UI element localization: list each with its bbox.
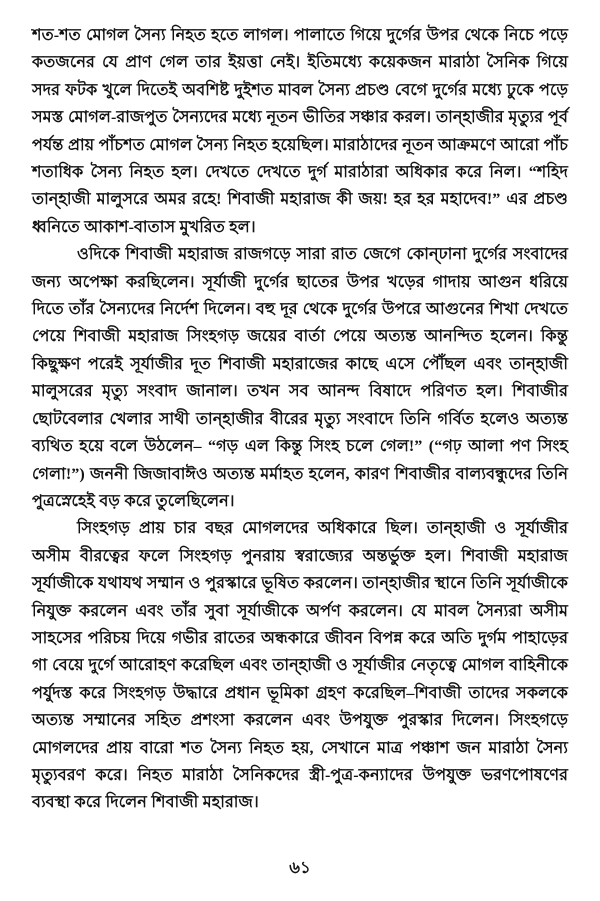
paragraph-1: শত-শত মোগল সৈন্য নিহত হতে লাগল। পালাতে গিয়ে দুর্গের উপর থেকে নিচে পড়ে কতজনের যে প্রাণ গেল তার ইয়ত্তা নেই। ইতিমধ্যে কয়েকজন মারাঠা সৈনিক গিয়ে সদর ফটক খুলে দিতেই অবশিষ্ট দুইশত মাবল সৈন্য প্রচণ্ড বেগে দুর্গের মধ্যে ঢুকে পড়ে সমস্ত মোগল-রাজপুত সৈন্যদের মধ্যে নূতন ভীতির সঞ্চার করল। তান্হাজীর মৃত্যুর পূর্ব পর্যন্ত প্রায় পাঁচশত মোগল সৈন্য নিহত হয়েছিল। মারাঠাদের নূতন আক্রমণে আরো পাঁচ শতাধিক সৈন্য নিহত হল। দেখতে দেখতে দুর্গ মারাঠারা অধিকার করে নিল। “শহিদ তান্হাজী মালুসরে অমর রহে! শিবাজী মহারাজ কী জয়! হর হর মহাদেব!” এর প্রচণ্ড ধ্বনিতে আকাশ-বাতাস মুখরিত হল। <box>32 27 568 236</box>
paragraph-3: সিংহগড় প্রায় চার বছর মোগলদের অধিকারে ছিল। তান্হাজী ও সূর্যাজীর অসীম বীরত্বের ফলে সিংহগড় পুনরায় স্বরাজ্যের অন্তর্ভুক্ত হল। শিবাজী মহারাজ সূর্যাজীকে যথাযথ সম্মান ও পুরস্কারে ভূষিত করলেন। তান্হাজীর স্থানে তিনি সূর্যাজীকে নিযুক্ত করলেন এবং তাঁর সুবা সূর্যাজীকে অর্পণ করলেন। যে মাবল সৈন্যরা অসীম সাহসের পরিচয় দিয়ে গভীর রাতের অন্ধকারে জীবন বিপন্ন করে অতি দুর্গম পাহাড়ের গা বেয়ে দুর্গে আরোহণ করেছিল এবং তান্হাজী ও সূর্যাজীর নেতৃত্বে মোগল বাহিনীকে পর্যুদস্ত করে সিংহগড় উদ্ধারে প্রধান ভূমিকা গ্রহণ করেছিল–শিবাজী তাদের সকলকে অত্যন্ত সম্মানের সহিত প্রশংসা করলেন এবং উপযুক্ত পুরস্কার দিলেন। সিংহগড়ে মোগলদের প্রায় বারো শত সৈন্য নিহত হয়, সেখানে মাত্র পঞ্চাশ জন মারাঠা সৈন্য মৃত্যুবরণ করে। নিহত মারাঠা সৈনিকদের স্ত্রী-পুত্র-কন্যাদের উপযুক্ত ভরণপোষণের ব্যবস্থা করে দিলেন শিবাজী মহারাজ। <box>32 520 568 812</box>
page-text-body <box>32 22 568 817</box>
page-number: ৬১ <box>289 858 311 877</box>
paragraph-2: ওদিকে শিবাজী মহারাজ রাজগড়ে সারা রাত জেগে কোন্ঢানা দুর্গের সংবাদের জন্য অপেক্ষা করছিলেন। সূর্যাজী দুর্গের ছাতের উপর খড়ের গাদায় আগুন ধরিয়ে দিতে তাঁর সৈন্যদের নির্দেশ দিলেন। বহু দূর থেকে দুর্গের উপরে আগুনের শিখা দেখতে পেয়ে শিবাজী মহারাজ সিংহগড় জয়ের বার্তা পেয়ে অত্যন্ত আনন্দিত হলেন। কিন্তু কিছুক্ষণ পরেই সূর্যাজীর দূত শিবাজী মহারাজের কাছে এসে পৌঁছল এবং তান্হাজী মালুসরের মৃত্যু সংবাদ জানাল। তখন সব আনন্দ বিষাদে পরিণত হল। শিবাজীর ছোটবেলার খেলার সাথী তান্হাজীর বীরের মৃত্যু সংবাদে তিনি গর্বিত হলেও অত্যন্ত ব্যথিত হয়ে বলে উঠলেন– “গড় এল কিন্তু সিংহ চলে গেল!” (“গঢ় আলা পণ সিংহ গেলা!”) জননী জিজাবাঈও অত্যন্ত মর্মাহত হলেন, কারণ শিবাজীর বাল্যবন্ধুদের তিনি পুত্রস্নেহেই বড় করে তুলেছিলেন। <box>32 246 568 510</box>
